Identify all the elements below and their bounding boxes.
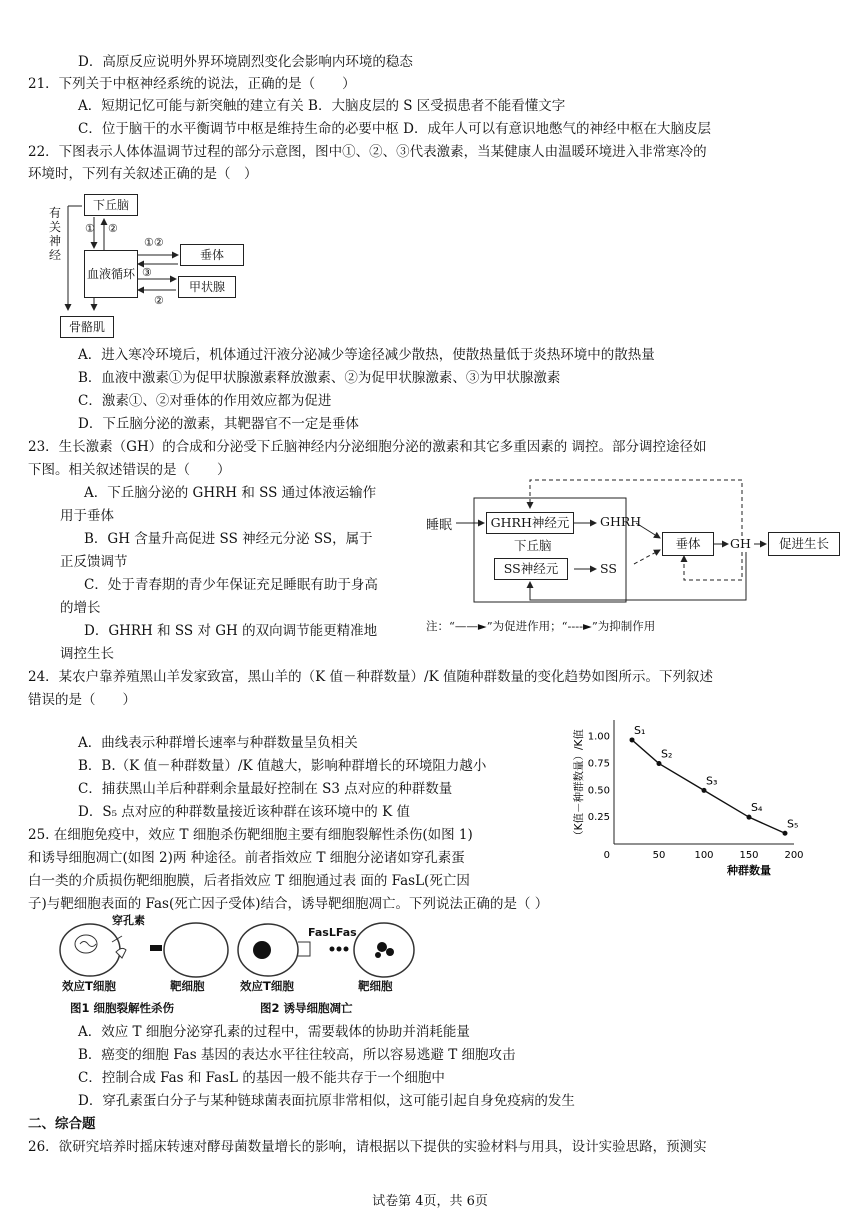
x-tick-label: 0 <box>603 850 610 861</box>
hormone-12-mark: ①② <box>144 236 164 249</box>
hormone-2-mark: ② <box>108 222 118 235</box>
q23-stem-2: 下图。相关叙述错误的是（ ） <box>28 462 231 478</box>
hypothalamus-box: 下丘脑 <box>84 194 138 216</box>
pituitary-box-23: 垂体 <box>662 532 714 556</box>
q24-option-d: D．S₅ 点对应的种群数量接近该种群在该环境中的 K 值 <box>78 804 410 820</box>
data-point <box>657 761 662 766</box>
thyroid-box: 甲状腺 <box>178 276 236 298</box>
x-axis-label: 种群数量 <box>727 864 771 877</box>
q25-stem-2: 和诱导细胞凋亡(如图 2)两 种途径。前者指效应 T 细胞分泌诸如穿孔素蛋 <box>28 850 465 866</box>
q23-option-d: D．GHRH 和 SS 对 GH 的双向调节能更精准地 <box>84 623 378 639</box>
q23-diagram-arrows <box>426 478 846 638</box>
nerve-label: 有关神经 <box>49 206 62 262</box>
hormone-3-mark: ③ <box>142 266 152 279</box>
q21-options-cd: C．位于脑干的水平衡调节中枢是维持生命的必要中枢 D．成年人可以有意识地憋气的神经中枢在大脑皮层 <box>78 121 711 137</box>
y-tick-label: 1.00 <box>587 731 610 743</box>
q26-stem: 26．欲研究培养时摇床转速对酵母菌数量增长的影响，请根据以下提供的实验材料与用具，设计实验思路，预测实 <box>28 1139 707 1155</box>
q25-option-b: B．癌变的细胞 Fas 基因的表达水平往往较高，所以容易逃避 T 细胞攻击 <box>78 1047 516 1063</box>
page-footer: 试卷第 4页，共 6页 <box>372 1194 488 1209</box>
q25-stem-3: 白一类的介质损伤靶细胞膜，后者指效应 T 细胞通过表 面的 FasL(死亡因 <box>28 873 470 889</box>
q25-stem-4: 子)与靶细胞表面的 Fas(死亡因子受体)结合，诱导靶细胞凋亡。下列说法正确的是（ ） <box>28 896 549 912</box>
q23-stem: 23．生长激素（GH）的合成和分泌受下丘脑神经内分泌细胞分泌的激素和其它多重因素的 调控。部分调控途径如 <box>28 439 707 455</box>
y-tick-label: 0.25 <box>587 812 610 824</box>
q20-option-d: D．高原反应说明外界环境剧烈变化会影响内环境的稳态 <box>78 54 413 70</box>
x-tick-label: 50 <box>652 850 666 861</box>
blood-circulation-box: 血液循环 <box>84 250 138 298</box>
target-cell-label-1: 靶细胞 <box>170 979 205 993</box>
data-point <box>702 788 707 793</box>
legend-note: 注：“——►”为促进作用；“----►”为抑制作用 <box>426 619 656 633</box>
gh-label: GH <box>730 536 751 551</box>
point-label: S₅ <box>787 817 799 831</box>
q25-stem: 25. 在细胞免疫中，效应 T 细胞杀伤靶细胞主要有细胞裂解性杀伤(如图 1) <box>28 827 473 843</box>
q23-option-a: A．下丘脑分泌的 GHRH 和 SS 通过体液运输作 <box>84 485 377 501</box>
q24-option-c: C．捕获黑山羊后种群剩余量最好控制在 S3 点对应的种群数量 <box>78 781 453 797</box>
promote-growth-box: 促进生长 <box>768 532 840 556</box>
point-label: S₁ <box>634 723 646 737</box>
q23-option-c: C．处于青春期的青少年保证充足睡眠有助于身高 <box>84 577 378 593</box>
x-tick-label: 150 <box>739 850 759 861</box>
q25-option-a: A．效应 T 细胞分泌穿孔素的过程中，需要载体的协助并消耗能量 <box>78 1024 470 1040</box>
q23-option-a-cont: 用于垂体 <box>60 508 114 524</box>
q25-figure <box>56 914 416 1020</box>
q24-chart <box>570 714 820 884</box>
q24-stem: 24．某农户靠养殖黑山羊发家致富，黑山羊的（K 值－种群数量）/K 值随种群数量的变化趋势如图所示。下列叙述 <box>28 669 713 685</box>
data-point <box>630 737 635 742</box>
figure-2-caption: 图2 诱导细胞凋亡 <box>260 1001 353 1015</box>
data-point <box>783 831 788 836</box>
perforin-label: 穿孔素 <box>112 914 145 927</box>
q24-option-b: B．B.（K 值－种群数量）/K 值越大，影响种群增长的环境阻力越小 <box>78 758 487 774</box>
q22-diagram <box>46 192 256 340</box>
t-cell-label-2: 效应T细胞 <box>240 979 294 993</box>
y-axis-label: （K值－种群数量）/K值 <box>573 729 585 841</box>
q23-option-d-cont: 调控生长 <box>60 646 114 662</box>
y-tick-label: 0.50 <box>587 785 610 797</box>
q25-option-d: D．穿孔素蛋白分子与某种链球菌表面抗原非常相似，这可能引起自身免疫病的发生 <box>78 1093 575 1109</box>
q22-option-b: B．血液中激素①为促甲状腺激素释放激素、②为促甲状腺激素、③为甲状腺激素 <box>78 370 561 386</box>
q23-option-c-cont: 的增长 <box>60 600 101 616</box>
ghrh-neuron-box: GHRH神经元 <box>486 512 574 534</box>
ghrh-label: GHRH <box>600 514 642 529</box>
x-tick-label: 200 <box>784 850 804 861</box>
hormone-2b-mark: ② <box>154 294 164 307</box>
point-label: S₄ <box>751 801 763 815</box>
point-label: S₃ <box>706 774 718 788</box>
q25-option-c: C．控制合成 Fas 和 FasL 的基因一般不能共存于一个细胞中 <box>78 1070 445 1086</box>
t-cell-label-1: 效应T细胞 <box>62 979 116 993</box>
q21-options-ab: A．短期记忆可能与新突触的建立有关 B．大脑皮层的 S 区受损患者不能看懂文字 <box>78 98 566 114</box>
figure-1-caption: 图1 细胞裂解性杀伤 <box>70 1001 175 1015</box>
y-tick-label: 0.75 <box>587 758 610 770</box>
q23-diagram <box>426 478 846 638</box>
ss-neuron-box: SS神经元 <box>494 558 568 580</box>
q24-stem-2: 错误的是（ ） <box>28 692 136 708</box>
q21-stem: 21．下列关于中枢神经系统的说法，正确的是（ ） <box>28 76 356 92</box>
skeletal-muscle-box: 骨骼肌 <box>60 316 114 338</box>
q23-option-b: B．GH 含量升高促进 SS 神经元分泌 SS，属于 <box>84 531 373 547</box>
section-2-heading: 二、综合题 <box>28 1116 96 1132</box>
ss-label: SS <box>600 561 617 576</box>
x-tick-label: 100 <box>694 850 714 861</box>
sleep-label: 睡眠 <box>426 518 453 533</box>
hypothalamus-label: 下丘脑 <box>514 538 552 553</box>
fasl-fas-label: FasLFas <box>308 926 357 939</box>
point-label: S₂ <box>661 747 673 761</box>
q22-option-d: D．下丘脑分泌的激素，其靶器官不一定是垂体 <box>78 416 359 432</box>
target-cell-label-2: 靶细胞 <box>358 979 393 993</box>
q24-option-a: A．曲线表示种群增长速率与种群数量呈负相关 <box>78 735 358 751</box>
q22-stem-2: 环境时，下列有关叙述正确的是（ ） <box>28 166 258 182</box>
pituitary-box: 垂体 <box>180 244 244 266</box>
q22-option-c: C．激素①、②对垂体的作用效应都为促进 <box>78 393 332 409</box>
q23-option-b-cont: 正反馈调节 <box>60 554 128 570</box>
data-point <box>747 815 752 820</box>
hormone-1-mark: ① <box>85 222 95 235</box>
q22-option-a: A．进入寒冷环境后，机体通过汗液分泌减少等途径减少散热，使散热量低于炎热环境中的散热量 <box>78 347 655 363</box>
q22-stem: 22．下图表示人体体温调节过程的部分示意图，图中①、②、③代表激素，当某健康人由温暖环境进入非常寒冷的 <box>28 144 707 160</box>
